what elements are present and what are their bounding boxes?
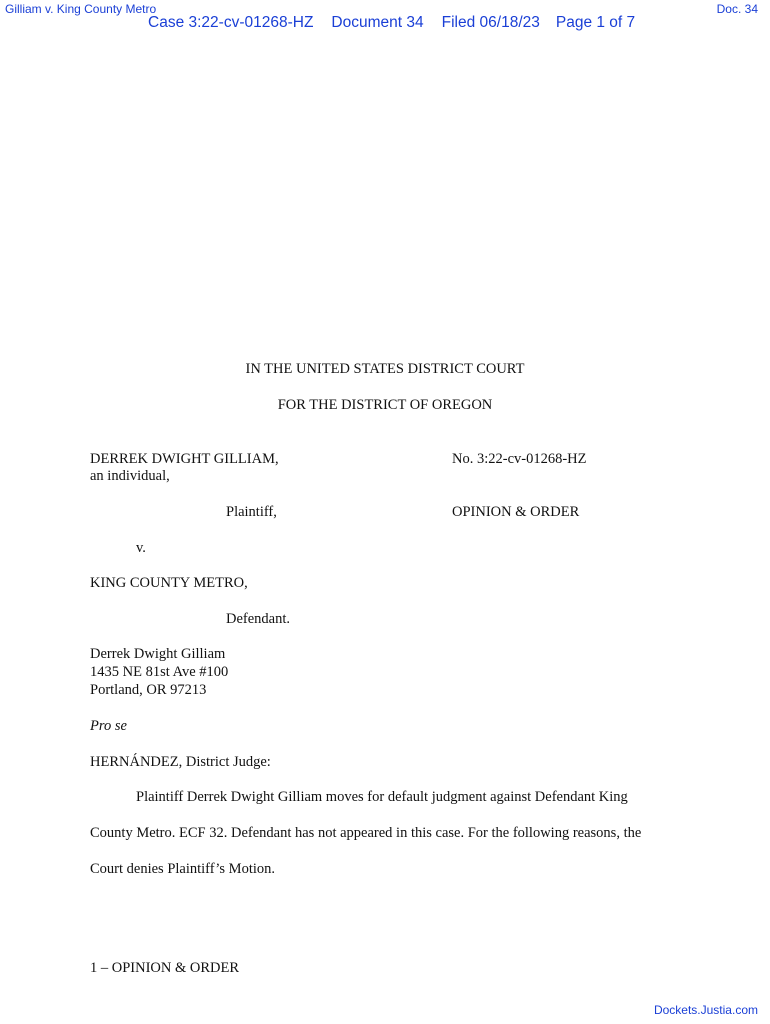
source-link[interactable]: Dockets.Justia.com — [653, 1003, 758, 1017]
page-footer-label: 1 – OPINION & ORDER — [90, 960, 240, 976]
filing-stamp — [148, 14, 635, 32]
plaintiff-name: DERREK DWIGHT GILLIAM, — [90, 451, 279, 467]
body-paragraph-line2: County Metro. ECF 32. Defendant has not appeared in this case. For the following reasons, the — [90, 825, 642, 841]
body-paragraph-line1: Plaintiff Derrek Dwight Gilliam moves for default judgment against Defendant King — [136, 789, 628, 805]
doc-number-link[interactable]: Doc. 34 — [716, 2, 758, 16]
case-number: Case 3:22-cv-01268-HZ — [148, 14, 314, 31]
appearance-name: Derrek Dwight Gilliam — [90, 646, 226, 662]
plaintiff-description: an individual, — [90, 468, 170, 484]
filed-date: Filed 06/18/23 — [441, 14, 540, 31]
case-title-link[interactable]: Gilliam v. King County Metro — [5, 2, 157, 16]
page-indicator: Page 1 of 7 — [555, 14, 636, 31]
versus-label: v. — [136, 540, 146, 556]
appearance-address-line2: Portland, OR 97213 — [90, 682, 207, 698]
judge-line: HERNÁNDEZ, District Judge: — [90, 754, 271, 770]
appearance-address-line1: 1435 NE 81st Ave #100 — [90, 664, 229, 680]
plaintiff-role: Plaintiff, — [226, 504, 277, 520]
case-number-caption: No. 3:22-cv-01268-HZ — [452, 451, 587, 467]
document-number: Document 34 — [331, 14, 424, 31]
court-heading-line1: IN THE UNITED STATES DISTRICT COURT — [245, 361, 525, 377]
defendant-name: KING COUNTY METRO, — [90, 575, 248, 591]
court-heading-line2: FOR THE DISTRICT OF OREGON — [277, 397, 493, 413]
body-paragraph-line3: Court denies Plaintiff’s Motion. — [90, 861, 276, 877]
defendant-role: Defendant. — [226, 611, 291, 627]
pro-se-label: Pro se — [90, 718, 127, 734]
document-type: OPINION & ORDER — [452, 504, 580, 520]
